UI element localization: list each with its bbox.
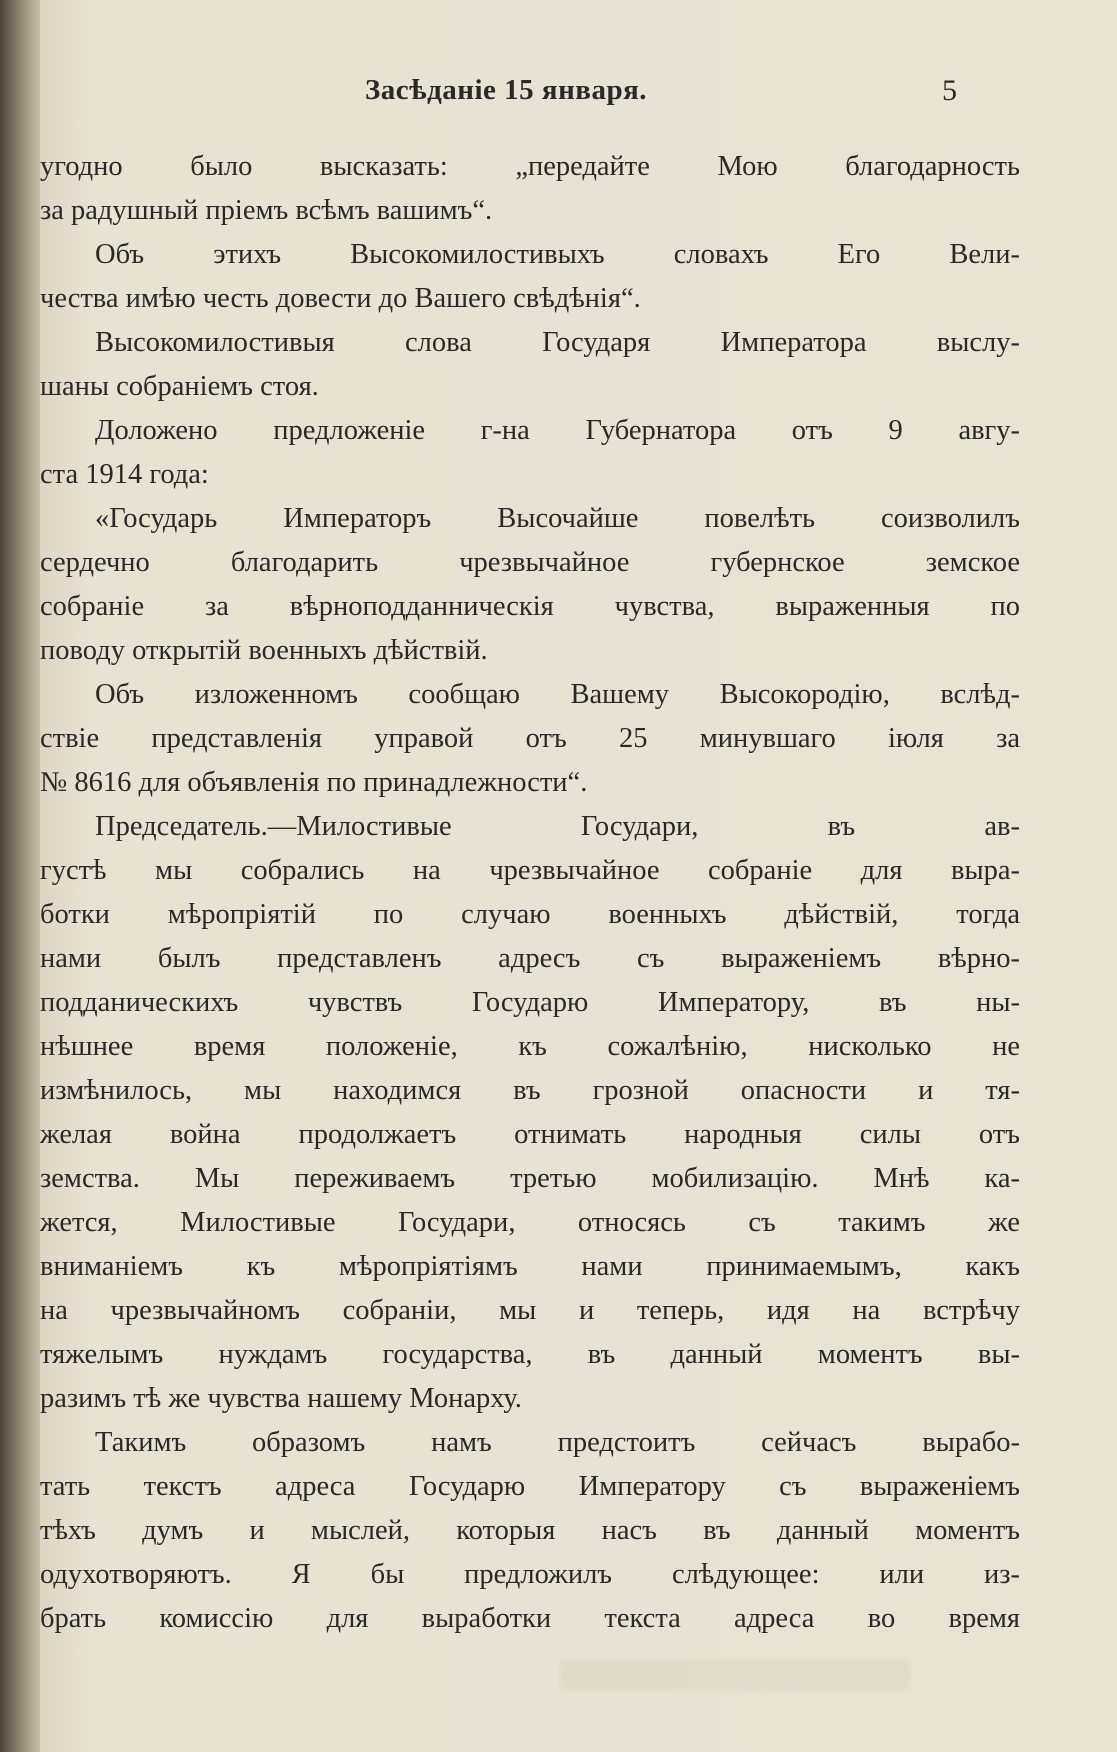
text-line: поводу открытій военныхъ дѣйствій. bbox=[40, 635, 488, 666]
text-line: ста 1914 года: bbox=[40, 459, 209, 490]
text-line: угодно было высказать: „передайте Мою благодарность bbox=[40, 151, 1020, 182]
show-through-smudge bbox=[560, 1660, 910, 1690]
running-header bbox=[40, 74, 1040, 114]
text-line: земства. Мы переживаемъ третью мобилизацію. Мнѣ ка- bbox=[40, 1163, 1020, 1194]
text-line: тать текстъ адреса Государю Императору съ выраженіемъ bbox=[40, 1471, 1020, 1502]
text-line: подданическихъ чувствъ Государю Императору, въ ны- bbox=[40, 987, 1020, 1018]
text-line: вниманіемъ къ мѣропріятіямъ нами принимаемымъ, какъ bbox=[40, 1251, 1020, 1282]
text-line: на чрезвычайномъ собраніи, мы и теперь, идя на встрѣчу bbox=[40, 1295, 1020, 1326]
text-line: ствіе представленія управой отъ 25 минувшаго іюля за bbox=[40, 723, 1020, 754]
text-line: густѣ мы собрались на чрезвычайное собраніе для выра- bbox=[40, 855, 1020, 886]
book-spine-edge bbox=[0, 0, 40, 1752]
text-line: нѣшнее время положеніе, къ сожалѣнію, нисколько не bbox=[40, 1031, 1020, 1062]
text-line: Такимъ образомъ намъ предстоитъ сейчасъ вырабо- bbox=[95, 1427, 1020, 1458]
text-line: «Государь Императоръ Высочайше повелѣть соизволилъ bbox=[95, 503, 1020, 534]
text-line: № 8616 для объявленія по принадлежности“. bbox=[40, 767, 588, 798]
page-number: 5 bbox=[942, 74, 957, 107]
text-line: нами былъ представленъ адресъ съ выраженіемъ вѣрно- bbox=[40, 943, 1020, 974]
text-line: за радушный пріемъ всѣмъ вашимъ“. bbox=[40, 195, 493, 226]
text-line: Объ изложенномъ сообщаю Вашему Высокородію, вслѣд- bbox=[95, 679, 1020, 710]
text-line: тѣхъ думъ и мыслей, которыя насъ въ данный моментъ bbox=[40, 1515, 1020, 1546]
text-line: одухотворяютъ. Я бы предложилъ слѣдующее: или из- bbox=[40, 1559, 1020, 1590]
running-title: Засѣданіе 15 января. bbox=[365, 74, 648, 106]
text-line: жется, Милостивые Государи, относясь съ такимъ же bbox=[40, 1207, 1020, 1238]
text-line: измѣнилось, мы находимся въ грозной опасности и тя- bbox=[40, 1075, 1020, 1106]
text-line: ботки мѣропріятій по случаю военныхъ дѣйствій, тогда bbox=[40, 899, 1020, 930]
text-line: шаны собраніемъ стоя. bbox=[40, 371, 319, 402]
text-line: брать комиссію для выработки текста адреса во время bbox=[40, 1603, 1020, 1634]
text-line: чества имѣю честь довести до Вашего свѣдѣнія“. bbox=[40, 283, 641, 314]
text-line: Доложено предложеніе г-на Губернатора отъ 9 авгу- bbox=[95, 415, 1020, 446]
text-line: желая война продолжаетъ отнимать народныя силы отъ bbox=[40, 1119, 1020, 1150]
text-line: Председатель.—Милостивые Государи, въ ав- bbox=[95, 811, 1020, 842]
text-line: тяжелымъ нуждамъ государства, въ данный моментъ вы- bbox=[40, 1339, 1020, 1370]
text-line: разимъ тѣ же чувства нашему Монарху. bbox=[40, 1383, 522, 1414]
text-line: собраніе за вѣрноподданническія чувства, выраженныя по bbox=[40, 591, 1020, 622]
text-line: Высокомилостивыя слова Государя Императора выслу- bbox=[95, 327, 1020, 358]
text-line: Объ этихъ Высокомилостивыхъ словахъ Его Вели- bbox=[95, 239, 1020, 270]
body-text bbox=[40, 145, 1020, 1641]
text-line: сердечно благодарить чрезвычайное губернское земское bbox=[40, 547, 1020, 578]
